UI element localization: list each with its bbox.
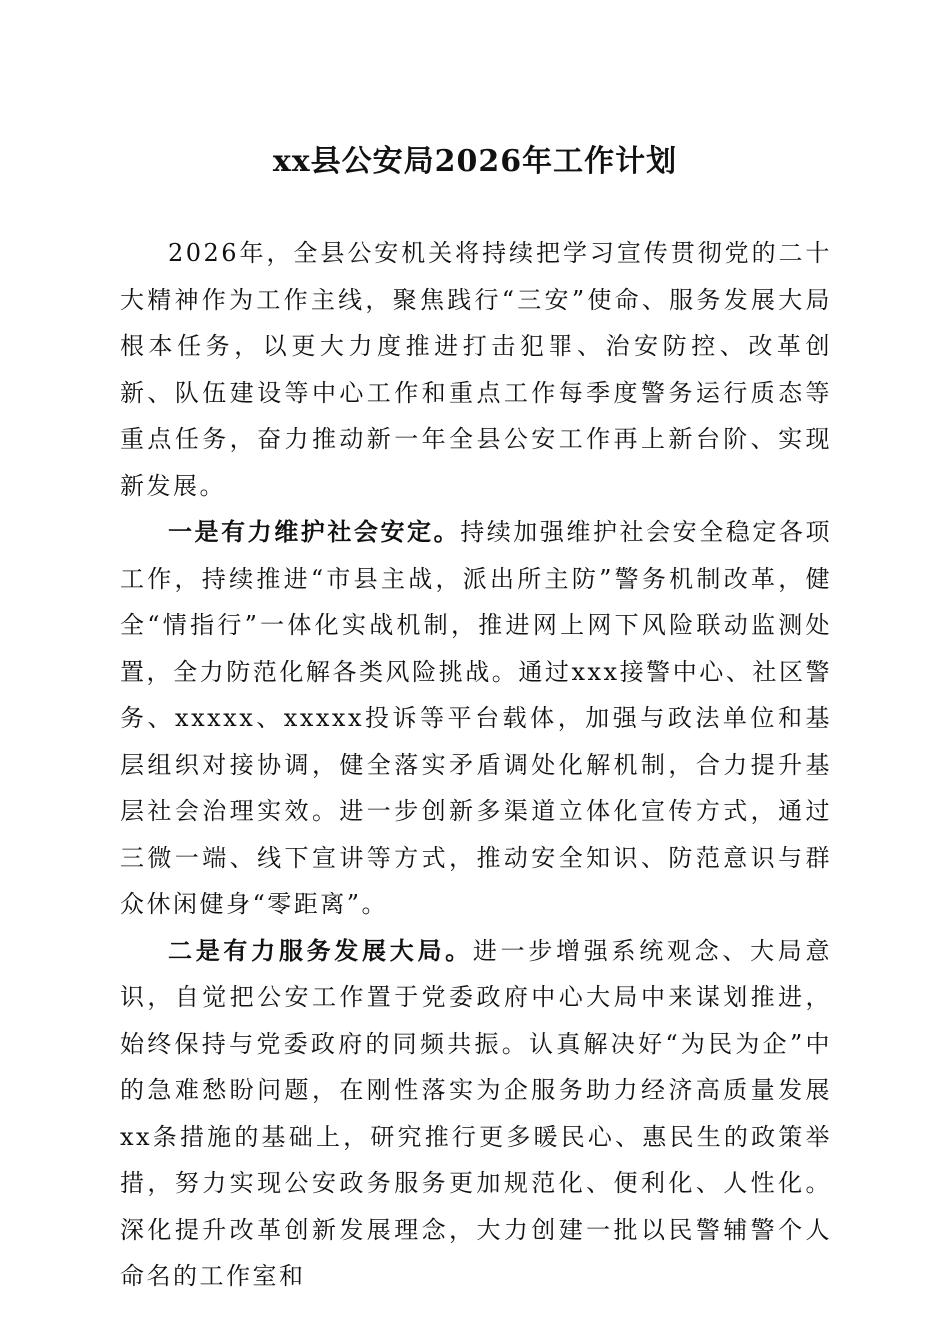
paragraph-social-stability-text: 持续加强维护社会安全稳定各项工作，持续推进“市县主战，派出所主防”警务机制改革，健全“情指行”一体化实战机制，推进网上网下风险联动监测处置，全力防范化解各类风险挑战。通过xxx接警中心、社区警务、xxxxx、xxxxx投诉等平台载体，加强与政法单位和基层组织对接协调，健全落实矛盾调处化解机制，合力提升基层社会治理实效。进一步创新多渠道立体化宣传方式，通过三微一端、线下宣讲等方式，推动安全知识、防范意识与群众休闲健身“零距离”。 [120,518,832,918]
paragraph-serve-development [120,928,832,1300]
paragraph-intro-text: 2026年，全县公安机关将持续把学习宣传贯彻党的二十大精神作为工作主线，聚焦践行“三安”使命、服务发展大局根本任务，以更大力度推进打击犯罪、治安防控、改革创新、队伍建设等中心工作和重点工作每季度警务运行质态等重点任务，奋力推动新一年全县公安工作再上新台阶、实现新发展。 [120,239,832,500]
document-title: xx县公安局2026年工作计划 [272,144,678,179]
paragraph-serve-development-text: 进一步增强系统观念、大局意识，自觉把公安工作置于党委政府中心大局中来谋划推进，始终保持与党委政府的同频共振。认真解决好“为民为企”中的急难愁盼问题，在刚性落实为企服务助力经济高质量发展xx条措施的基础上，研究推行更多暖民心、惠民生的政策举措，努力实现公安政务服务更加规范化、便利化、人性化。深化提升改革创新发展理念，大力创建一批以民警辅警个人命名的工作室和 [120,936,832,1290]
paragraph-social-stability [120,509,832,928]
paragraph-social-stability-lead: 一是有力维护社会安定。 [168,517,461,546]
paragraph-serve-development-lead: 二是有力服务发展大局。 [168,935,473,965]
paragraph-intro [120,230,832,509]
document-body [120,230,832,1300]
